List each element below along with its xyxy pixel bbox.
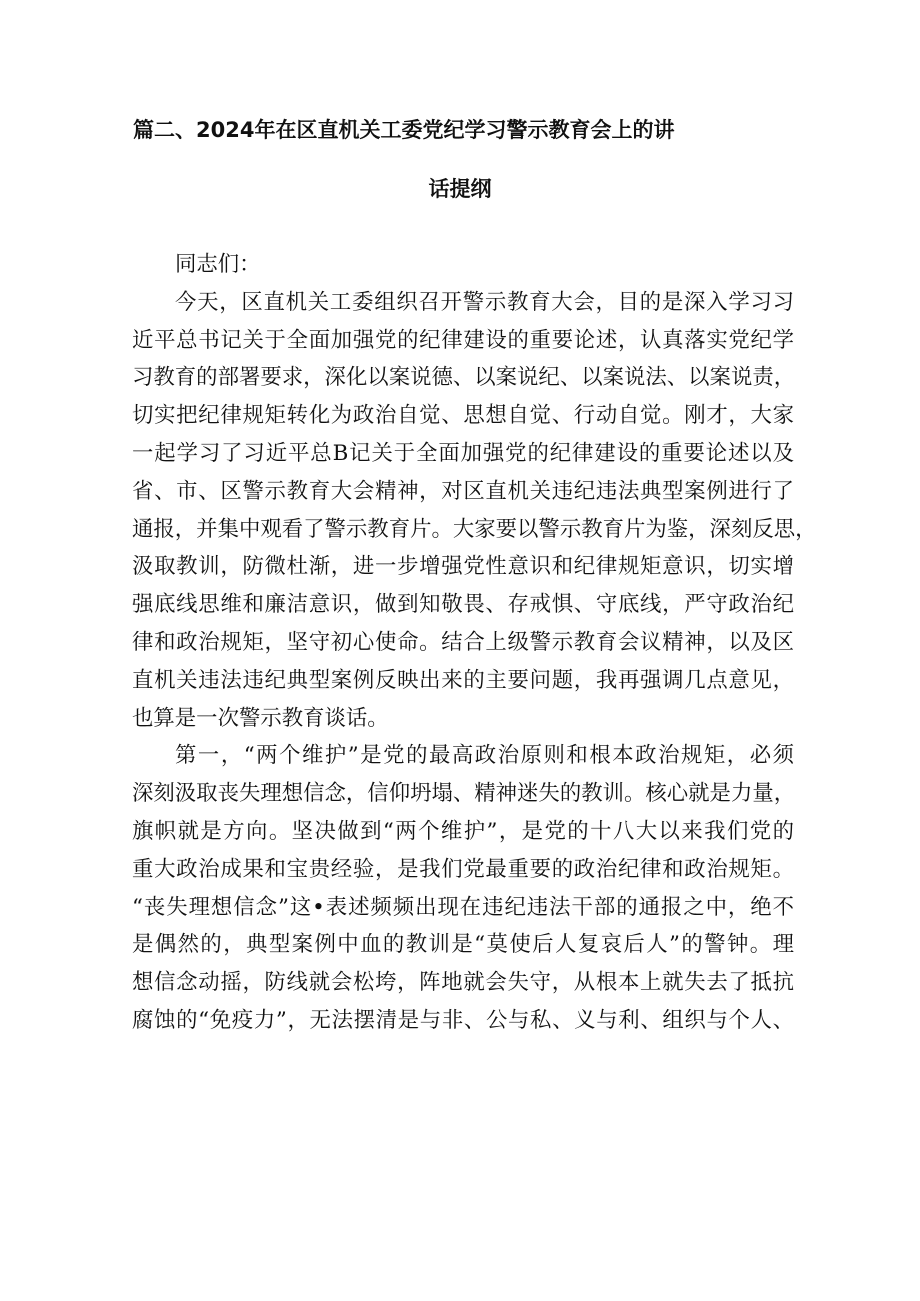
paragraph-line: 近平总书记关于全面加强党的纪律建设的重要论述，认真落实党纪学: [132, 327, 794, 353]
paragraph-line: 律和政治规矩，坚守初心使命。结合上级警示教育会议精神，以及区: [132, 629, 794, 655]
paragraph-line: 切实把纪律规矩转化为政治自觉、思想自觉、行动自觉。刚才，大家: [132, 403, 794, 429]
paragraph-line: 习教育的部署要求，深化以案说德、以案说纪、以案说法、以案说责，: [132, 365, 796, 391]
paragraph-line: 也算是一次警示教育谈话。: [132, 705, 389, 731]
paragraph-line: 直机关违法违纪典型案例反映出来的主要问题，我再强调几点意见，: [132, 667, 794, 693]
paragraph-line: 深刻汲取丧失理想信念，信仰坍塌、精神迷失的教训。核心就是力量，: [132, 781, 796, 807]
document-body: [132, 246, 817, 1040]
paragraph-line: 汲取教训，防微杜渐，进一步增强党性意识和纪律规矩意识，切实增: [132, 554, 794, 580]
paragraph-line: 第一，“两个维护”是党的最高政治原则和根本政治规矩，必须: [175, 743, 794, 769]
paragraph-line: 一起学习了习近平总B记关于全面加强党的纪律建设的重要论述以及: [132, 440, 794, 466]
paragraph-line: 是偶然的，典型案例中血的教训是“莫使后人复哀后人”的警钟。理: [132, 932, 794, 958]
paragraph-line: 腐蚀的“免疫力”，无法摆清是与非、公与私、义与利、组织与个人、: [132, 1007, 794, 1033]
paragraph-line: 省、市、区警示教育大会精神，对区直机关违纪违法典型案例进行了: [132, 478, 794, 504]
paragraph-line: 重大政治成果和宝贵经验，是我们党最重要的政治纪律和政治规矩。: [132, 856, 794, 882]
paragraph-line: “丧失理想信念”这•表述频频出现在违纪违法干部的通报之中，绝不: [132, 894, 794, 920]
paragraph-line: 旗帜就是方向。坚决做到“两个维护”，是党的十八大以来我们党的: [132, 818, 794, 844]
paragraph-line: 想信念动摇，防线就会松垮，阵地就会失守，从根本上就失去了抵抗: [132, 970, 794, 996]
document-title-continued: 话提纲: [428, 177, 492, 201]
paragraph-line: 通报，并集中观看了警示教育片。大家要以警示教育片为鉴，深刻反思，: [132, 516, 817, 542]
paragraph-line: 今天，区直机关工委组织召开警示教育大会，目的是深入学习习: [175, 289, 794, 315]
document-title: 篇二、2024年在区直机关工委党纪学习警示教育会上的讲: [133, 118, 675, 142]
salutation: 同志们：: [175, 252, 261, 277]
paragraph-line: 强底线思维和廉洁意识，做到知敬畏、存戒惧、守底线，严守政治纪: [132, 592, 794, 618]
